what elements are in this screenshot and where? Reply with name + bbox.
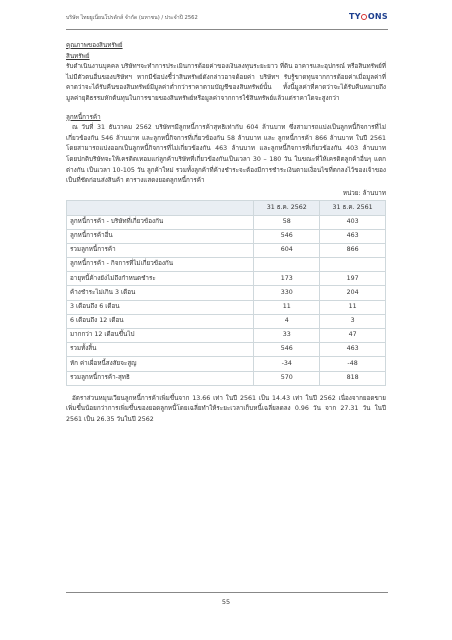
row-label: รวมทั้งสิ้น	[67, 343, 254, 357]
row-label: อายุหนี้ค้างยังไม่ถึงกำหนดชำระ	[67, 272, 254, 286]
row-label: 3 เดือนถึง 6 เดือน	[67, 300, 254, 314]
row-value-2562	[254, 258, 320, 272]
unit-label: หน่วย: ล้านบาท	[342, 189, 386, 197]
row-label: รวมลูกหนี้การค้า	[67, 243, 254, 257]
row-value-2561: 204	[320, 286, 386, 300]
table-row	[67, 329, 386, 343]
row-value-2561: 197	[320, 272, 386, 286]
table-row	[67, 343, 386, 357]
row-value-2561	[320, 258, 386, 272]
table-row	[67, 371, 386, 385]
row-value-2561: 463	[320, 343, 386, 357]
footer-divider	[66, 592, 388, 593]
row-label: มากกว่า 12 เดือนขึ้นไป	[67, 329, 254, 343]
receivables-table	[66, 200, 386, 385]
row-value-2561: 818	[320, 371, 386, 385]
page-header	[66, 12, 388, 28]
table-row	[67, 258, 386, 272]
row-label: ค้างชำระไม่เกิน 3 เดือน	[67, 286, 254, 300]
section-title: คุณภาพของสินทรัพย์	[66, 42, 123, 49]
row-value-2561: -48	[320, 357, 386, 371]
row-value-2562: 173	[254, 272, 320, 286]
table-row	[67, 357, 386, 371]
row-value-2562: 11	[254, 300, 320, 314]
row-value-2562: -34	[254, 357, 320, 371]
header-divider	[66, 29, 388, 30]
receivables-title: ลูกหนี้การค้า	[66, 113, 101, 121]
assets-subtitle: สินทรัพย์	[66, 52, 90, 60]
company-logo: TY ONS	[348, 12, 388, 21]
row-value-2561: 866	[320, 243, 386, 257]
row-label: ลูกหนี้การค้า - กิจการที่ไม่เกี่ยวข้องกัน	[67, 258, 254, 272]
table-row	[67, 314, 386, 328]
row-label: หัก ค่าเผื่อหนี้สงสัยจะสูญ	[67, 357, 254, 371]
row-label: 6 เดือนถึง 12 เดือน	[67, 314, 254, 328]
receivables-paragraph: ณ วันที่ 31 ธันวาคม 2562 บริษัทฯมีลูกหนี้การค้าสุทธิเท่ากับ 604 ล้านบาท ซึ่งสามารถแบ่งเป็นลูกหนี้กิจการที่ไม่เกี่ยวข้องกัน 546 ล้านบาท และลูกหนี้กิจการที่เกี่ยวข้องกัน 58 ล้านบาท และ ลูกหนี้การค้า 866 ล้านบาท ในปี 2561 โดยสามารถแบ่งออกเป็นลูกหนี้กิจการที่ไม่เกี่ยวข้องกัน 463 ล้านบาท และลูกหนี้กิจการที่เกี่ยวข้องกัน 403 ล้านบาท โดยปกติบริษัทจะให้เครดิตเทอมแก่ลูกค้าบริษัทที่เกี่ยวข้องกันเป็นเวลา 30 – 180 วัน ในขณะที่ให้เครดิตลูกค้าอื่นๆ แตกต่างกัน เป็นเวลา 10-105 วัน ลูกค้าใหม่ รวมทั้งลูกค้าที่ค้างชำระจะต้องมีการชำระเงินตามเงื่อนไขที่ตกลงไว้ของเจ้าของเป็นที่ชัดก่อนส่งสินค้า ตารางแสดงยอดลูกหนี้การค้า	[66, 124, 386, 185]
row-value-2562: 546	[254, 229, 320, 243]
row-value-2561: 403	[320, 215, 386, 229]
table-header-2562: 31 ธ.ค. 2562	[254, 201, 320, 215]
table-row	[67, 286, 386, 300]
row-value-2561: 463	[320, 229, 386, 243]
row-value-2562: 330	[254, 286, 320, 300]
table-row	[67, 215, 386, 229]
table-header-2561: 31 ธ.ค. 2561	[320, 201, 386, 215]
row-value-2562: 33	[254, 329, 320, 343]
row-label: ลูกหนี้การค้าอื่น	[67, 229, 254, 243]
table-row	[67, 229, 386, 243]
table-header-row	[67, 201, 386, 215]
row-value-2562: 546	[254, 343, 320, 357]
header-company-text: บริษัท ไทยยูเนี่ยนโปรดักส์ จำกัด (มหาชน) / ประจำปี 2562	[66, 15, 198, 21]
row-value-2561: 11	[320, 300, 386, 314]
row-label: ลูกหนี้การค้า - บริษัทที่เกี่ยวข้องกัน	[67, 215, 254, 229]
row-value-2562: 604	[254, 243, 320, 257]
turnover-paragraph: อัตราส่วนหมุนเวียนลูกหนี้การค้าเพิ่มขึ้นจาก 13.66 เท่า ในปี 2561 เป็น 14.43 เท่า ในปี 2562 เนื่องจากยอดขายเพิ่มขึ้นน้อยกว่าการเพิ่มขึ้นของยอดลูกหนี้โดยเฉลี่ยทำให้ระยะเวลาเก็บหนี้เฉลี่ยลดลง 0.96 วัน จาก 27.31 วัน ในปี 2561 เป็น 26.35 วันในปี 2562	[66, 394, 386, 423]
row-value-2562: 570	[254, 371, 320, 385]
table-header-label	[67, 201, 254, 215]
table-row	[67, 272, 386, 286]
document-body	[66, 41, 386, 426]
assets-paragraph: รับดำเนินงานบุคคล บริษัทฯจะทำการประเมินการด้อยค่าของเงินลงทุนระยะยาว ที่ดิน อาคารและอุปกรณ์ หรือสินทรัพย์ที่ไม่มีตัวตนอื่นของบริษัทฯ หากมีข้อบ่งชี้ว่าสินทรัพย์ดังกล่าวอาจด้อยค่า บริษัทฯ รับรู้ขาดทุนจากการด้อยค่าเมื่อมูลค่าที่คาดว่าจะได้รับคืนของสินทรัพย์มีมูลค่าต่ำกว่าราคาตามบัญชีของสินทรัพย์นั้น ทั้งนี้มูลค่าที่คาดว่าจะได้รับคืนหมายถึงมูลค่ายุติธรรมหักต้นทุนในการขายของสินทรัพย์หรือมูลค่าจากการใช้สินทรัพย์แล้วแต่ราคาใดจะสูงกว่า	[66, 63, 386, 102]
table-row	[67, 300, 386, 314]
page-number: 55	[221, 598, 231, 606]
row-value-2561: 3	[320, 314, 386, 328]
table-row	[67, 243, 386, 257]
row-value-2562: 4	[254, 314, 320, 328]
row-value-2561: 47	[320, 329, 386, 343]
row-value-2562: 58	[254, 215, 320, 229]
row-label: รวมลูกหนี้การค้า-สุทธิ	[67, 371, 254, 385]
